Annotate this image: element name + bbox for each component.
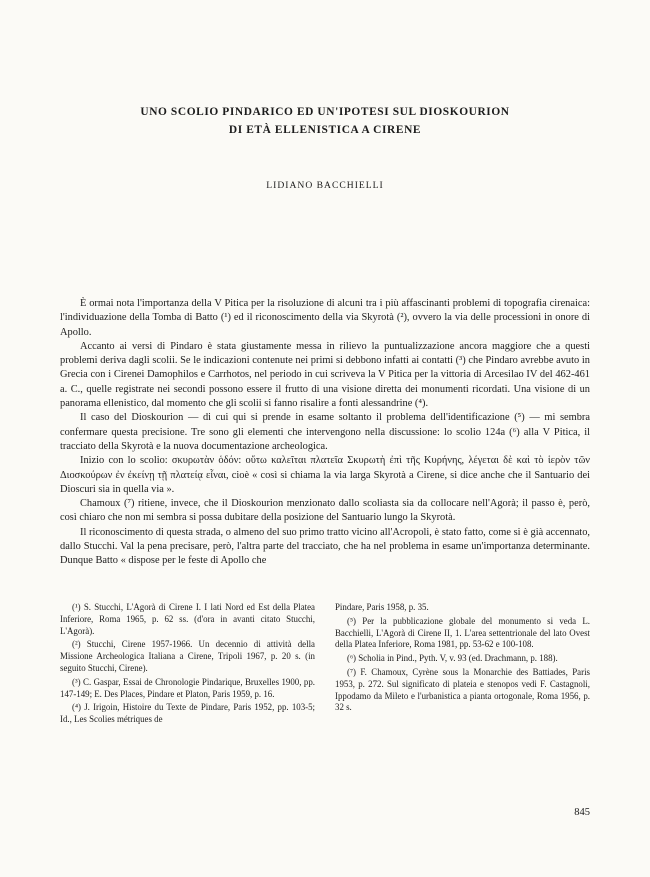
body-paragraph: Il caso del Dioskourion — di cui qui si prende in esame soltanto il problema dell'identificazione (⁵) — mi sembra confermare questa precisione. Tre sono gli elementi che intervengono nella discussione: lo scolio 124a (⁶) alla V Pitica, il tracciato della Skyrotà e la nuova documentazione archeologica. — [60, 412, 590, 452]
body-paragraph: Accanto ai versi di Pindaro è stata giustamente messa in rilievo la puntualizzazione ancora maggiore che a questi problemi deriva dagli scolii. Se le indicazioni contenute nei primi si debbono infatti ai contatti (³) che Pindaro avrebbe avuto in Grecia con i Cirenei Damophilos e Carrhotos, nel periodo in cui scriveva la V Pitica per la vittoria di Arcesilao IV del 462-461 a. C., quelle registrate nei secondi possono essere il frutto di una visione diretta dei monumenti ricordati. Una visione di un panorama ellenistico, dal momento che gli scolii si fanno risalire a fonti alessandrine (⁴). — [60, 340, 590, 410]
author-name: LIDIANO BACCHIELLI — [266, 180, 384, 191]
body-paragraph: Inizio con lo scolio: σκυρωτὰν ὁδόν: οὕτω καλεῖται πλατεῖα Σκυρωτὴ ἐπὶ τῆς Κυρήνης, λέγεται δὲ καὶ τὸ ἱερὸν τῶν Διοσκούρων ἐν ἐκείνῃ τῇ πλατείᾳ εἶναι, cioè « così si chiama la via larga Skyrotà a Cirene, si dice anche che il Santuario dei Dioscuri sia in quella via ». — [60, 455, 590, 495]
footnote: (⁷) F. Chamoux, Cyrène sous la Monarchie des Battiades, Paris 1953, p. 272. Sul significato di plateia e stenopos vedi F. Castagnoli, Ippodamo da Mileto e l'urbanistica a pianta ortogonale, Roma 1956, p. 32 s. — [335, 666, 590, 713]
footnote: (¹) S. Stucchi, L'Agorà di Cirene I. I lati Nord ed Est della Platea Inferiore, Roma 1965, p. 62 ss. (d'ora in avanti citato Stucchi, L'Agorà). — [60, 602, 315, 636]
footnote: (⁴) J. Irigoin, Histoire du Texte de Pindare, Paris 1952, pp. 103-5; Id., Les Scolies métriques de — [60, 702, 315, 725]
footnote-continuation: Pindare, Paris 1958, p. 35. — [335, 602, 429, 612]
footnote: (⁶) Scholia in Pind., Pyth. V, v. 93 (ed. Drachmann, p. 188). — [347, 653, 558, 664]
body-paragraph: Chamoux (⁷) ritiene, invece, che il Dioskourion menzionato dallo scoliasta sia da collocare nell'Agorà; il passo è, però, così chiaro che non mi sembra si possa dubitare della posizione del Santuario lungo la Skyrotà. — [60, 498, 590, 524]
article-body — [60, 297, 590, 569]
footnote: (³) C. Gaspar, Essai de Chronologie Pindarique, Bruxelles 1900, pp. 147-149; E. Des Places, Pindare et Platon, Paris 1959, p. 16. — [60, 676, 315, 699]
article-title — [60, 103, 590, 139]
body-paragraph: È ormai nota l'importanza della V Pitica per la risoluzione di alcuni tra i più affascinanti problemi di topografia cirenaica: l'individuazione della Tomba di Batto (¹) ed il riconoscimento della via Skyrotà (²), ovvero la via delle processioni in onore di Apollo. — [60, 298, 590, 338]
footnotes-right-column — [335, 602, 590, 728]
title-line-1: UNO SCOLIO PINDARICO ED UN'IPOTESI SUL DIOSKOURION — [140, 106, 510, 118]
page-number: 845 — [574, 807, 590, 818]
footnote: (²) Stucchi, Cirene 1957-1966. Un decennio di attività della Missione Archeologica Italiana a Cirene, Tripoli 1967, p. 20 s. (in seguito Stucchi, Cirene). — [60, 639, 315, 673]
title-line-2: DI ETÀ ELLENISTICA A CIRENE — [228, 124, 422, 136]
footnote: (⁵) Per la pubblicazione globale del monumento si veda L. Bacchielli, L'Agorà di Cirene II, 1. L'area settentrionale del lato Ovest della Platea Inferiore, Roma 1981, pp. 53-62 e 100-108. — [335, 615, 590, 650]
body-paragraph: Il riconoscimento di questa strada, o almeno del suo primo tratto vicino all'Acropoli, è stato fatto, come si è già accennato, dallo Stucchi. Val la pena precisare, però, l'altra parte del tracciato, che ha nel problema in esame un'importanza determinante. Dunque Batto « dispose per le feste di Apollo che — [60, 526, 590, 567]
footnotes — [60, 602, 590, 728]
footnotes-left-column — [60, 602, 315, 728]
